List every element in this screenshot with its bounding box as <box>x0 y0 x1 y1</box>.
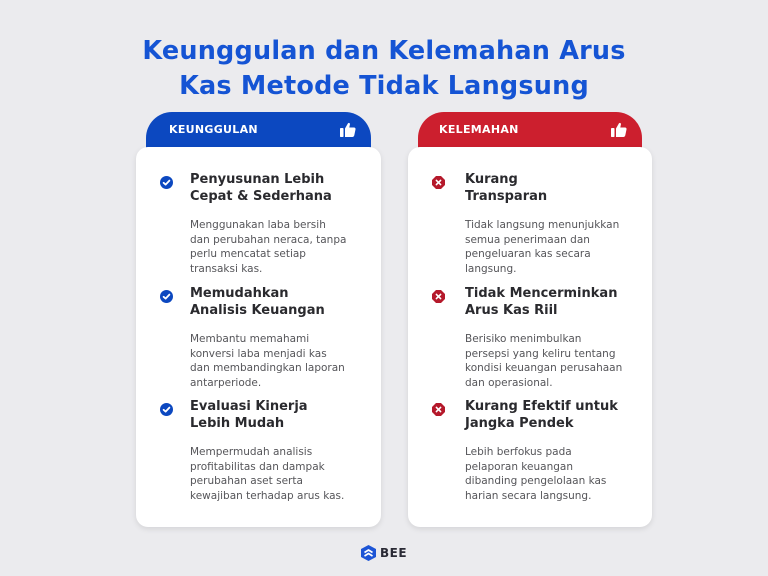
advantage-title: Penyusunan Lebih Cepat & Sederhana <box>190 172 332 204</box>
footer-brand <box>0 545 768 561</box>
disadvantage-title: Kurang Transparan <box>465 172 548 204</box>
advantage-description: Membantu memahami konversi laba menjadi kas dan membandingkan laporan antarperiode. <box>190 333 345 389</box>
disadvantages-label: KELEMAHAN <box>439 123 519 136</box>
page-title <box>0 34 768 104</box>
disadvantage-description: Tidak langsung menunjukkan semua penerimaan dan pengeluaran kas secara langsung. <box>465 219 620 275</box>
thumbs-up-icon <box>340 122 356 137</box>
disadvantages-header <box>418 112 642 152</box>
advantages-card <box>136 147 381 527</box>
bee-logo-icon <box>361 545 376 561</box>
check-circle-icon <box>160 176 173 189</box>
advantage-description: Mempermudah analisis profitabilitas dan dampak perubahan aset serta kewajiban terhadap arus kas. <box>190 446 345 502</box>
thumbs-up-icon <box>611 122 627 137</box>
title-line-2: Kas Metode Tidak Langsung <box>179 71 589 101</box>
advantage-title: Evaluasi Kinerja Lebih Mudah <box>190 399 308 431</box>
advantage-title: Memudahkan Analisis Keuangan <box>190 286 325 318</box>
advantages-header <box>146 112 371 152</box>
title-line-1: Keunggulan dan Kelemahan Arus <box>142 36 626 66</box>
disadvantage-description: Berisiko menimbulkan persepsi yang keliru tentang kondisi keuangan perusahaan dan operasional. <box>465 333 623 389</box>
brand-name: BEE <box>379 546 408 560</box>
x-octagon-icon <box>432 403 445 416</box>
disadvantage-description: Lebih berfokus pada pelaporan keuangan dibanding pengelolaan kas harian secara langsung. <box>465 446 607 502</box>
check-circle-icon <box>160 290 173 303</box>
x-octagon-icon <box>432 176 445 189</box>
x-octagon-icon <box>432 290 445 303</box>
advantages-label: KEUNGGULAN <box>169 123 258 136</box>
disadvantage-title: Kurang Efektif untuk Jangka Pendek <box>465 399 618 431</box>
check-circle-icon <box>160 403 173 416</box>
advantage-description: Menggunakan laba bersih dan perubahan neraca, tanpa perlu mencatat setiap transaksi kas. <box>190 219 347 275</box>
disadvantages-card <box>408 147 652 527</box>
disadvantage-title: Tidak Mencerminkan Arus Kas Riil <box>465 286 618 318</box>
